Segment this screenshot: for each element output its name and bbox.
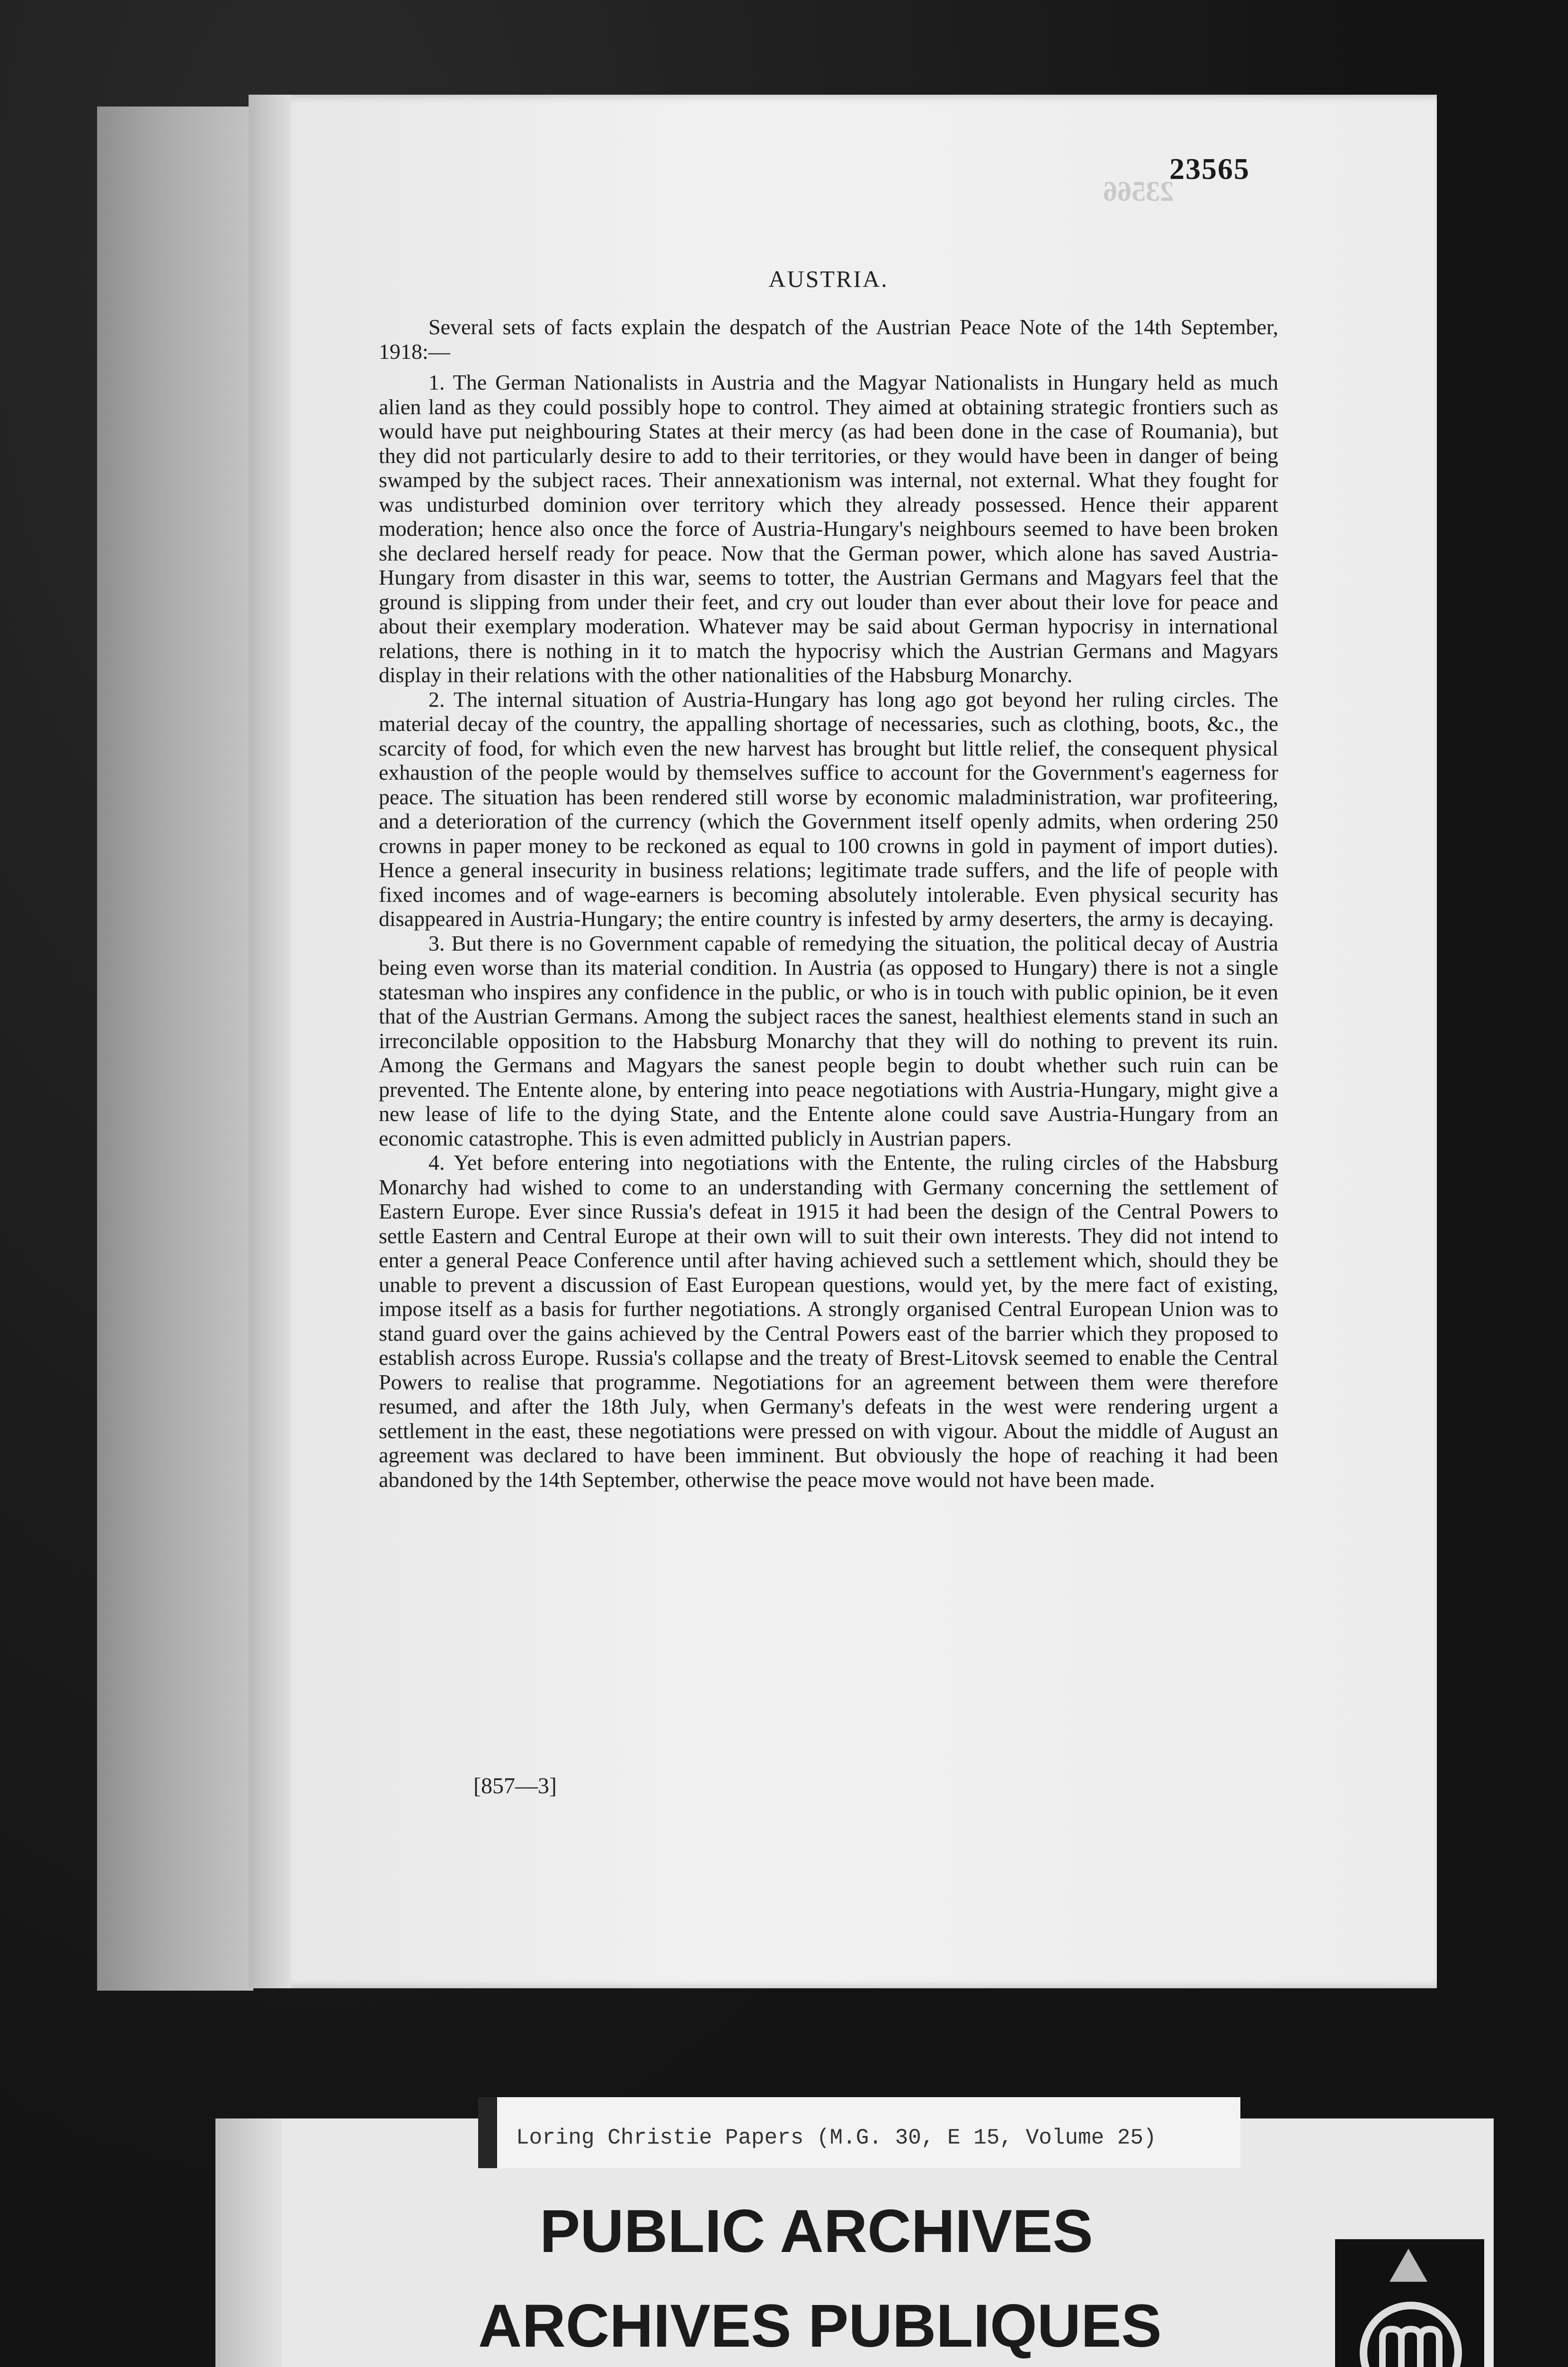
paragraph-3: 3. But there is no Government capable of remedying the situation, the political decay of Austria being even worse than its material condition. In Austria (as opposed to Hungary) there is not a single statesman who inspires any confidence in the public, or who is in touch with public opinion, be it even that of the Austrian Germans. Among the subject races the sanest, healthiest elements stand in such an irreconcilable opposition to the Habsburg Monarchy that they will do nothing to prevent its ruin. Among the Germans and Magyars the sanest people begin to doubt whether such ruin can be prevented. The Entente alone, by entering into peace negotiations with Austria-Hungary, might give a new lease of life to the dying State, and the Entente alone could save Austria-Hungary from an economic catastrophe. This is even admitted publicly in Austrian papers. (379, 931, 1278, 1150)
backing-sheet-edge (97, 107, 253, 1991)
bleed-through-number: 23566 (1103, 176, 1174, 207)
document-body (379, 315, 1278, 1492)
paragraph-1: 1. The German Nationalists in Austria and the Magyar Nationalists in Hungary held as much alien land as they could possibly hope to control. They aimed at obtaining strategic frontiers such as would have put neighbouring States at their mercy (as had been done in the case of Roumania), but they did not particularly desire to add to their territories, or they would have been in danger of being swamped by the subject races. Their annexationism was internal, not external. What they fought for was undisturbed dominion over territory which they already possessed. Hence their apparent moderation; hence also once the force of Austria-Hungary's neighbours seemed to have been broken she declared herself ready for peace. Now that the German power, which alone has saved Austria-Hungary from disaster in this war, seems to totter, the Austrian Germans and Magyars feel that the ground is slipping from under their feet, and cry out louder than ever about their love for peace and about their exemplary moderation. Whatever may be said about German hypocrisy in international relations, there is nothing in it to match the hypocrisy which the Austrian Germans and Magyars display in their relations with the other nationalities of the Habsburg Monarchy. (379, 370, 1278, 687)
paragraph-4: 4. Yet before entering into negotiations with the Entente, the ruling circles of the Habsburg Monarchy had wished to come to an understanding with Germany concerning the settlement of Eastern Europe. Ever since Russia's defeat in 1915 it had been the design of the Central Powers to settle Eastern and Central Europe at their own will to suit their own interests. They did not intend to enter a general Peace Conference until after having achieved such a settlement which, should they be unable to prevent a discussion of East European questions, would yet, by the mere fact of existing, impose itself as a basis for further negotiations. A strongly organised Central European Union was to stand guard over the gains achieved by the Central Powers east of the barrier which they proposed to establish across Europe. Russia's collapse and the treaty of Brest-Litovsk seemed to enable the Central Powers to realise that programme. Negotiations for an agreement between them were therefore resumed, and after the 18th July, when Germany's defeats in the west were rendering urgent a settlement in the east, these negotiations were pressed on with vigour. About the middle of August an agreement was declared to have been imminent. But obviously the hope of reaching it had been abandoned by the 14th September, otherwise the peace move would not have been made. (379, 1150, 1278, 1492)
logo-triangle-icon (1390, 2249, 1427, 2282)
page-number: 23565 (1169, 152, 1250, 186)
collection-label: Loring Christie Papers (M.G. 30, E 15, Volume 25) (516, 2126, 1157, 2150)
archive-card-shadow (215, 2118, 282, 2367)
page-fold-shadow (249, 95, 291, 1988)
archives-canada-logo-icon (1354, 2296, 1468, 2367)
archive-heading-french: ARCHIVES PUBLIQUES (478, 2292, 1162, 2360)
paragraph-2: 2. The internal situation of Austria-Hungary has long ago got beyond her ruling circles. The material decay of the country, the appalling shortage of necessaries, such as clothing, boots, &c., the scarcity of food, for which even the new harvest has brought but little relief, the consequent physical exhaustion of the people would by themselves suffice to account for the Government's eagerness for peace. The situation has been rendered still worse by economic maladministration, war profiteering, and a deterioration of the currency (which the Government itself openly admits, when ordering 250 crowns in paper money to be reckoned as equal to 100 crowns in gold in payment of import duties). Hence a general insecurity in business relations; legitimate trade suffers, and the life of people with fixed incomes and of wage-earners is becoming absolutely intolerable. Even physical security has disappeared in Austria-Hungary; the entire country is infested by army deserters, the army is decaying. (379, 687, 1278, 931)
document-reference: [857—3] (473, 1773, 557, 1798)
intro-paragraph: Several sets of facts explain the despatch of the Austrian Peace Note of the 14th September, 1918:— (379, 315, 1278, 364)
archive-heading-english: PUBLIC ARCHIVES (540, 2198, 1093, 2265)
document-title: AUSTRIA. (768, 266, 889, 292)
